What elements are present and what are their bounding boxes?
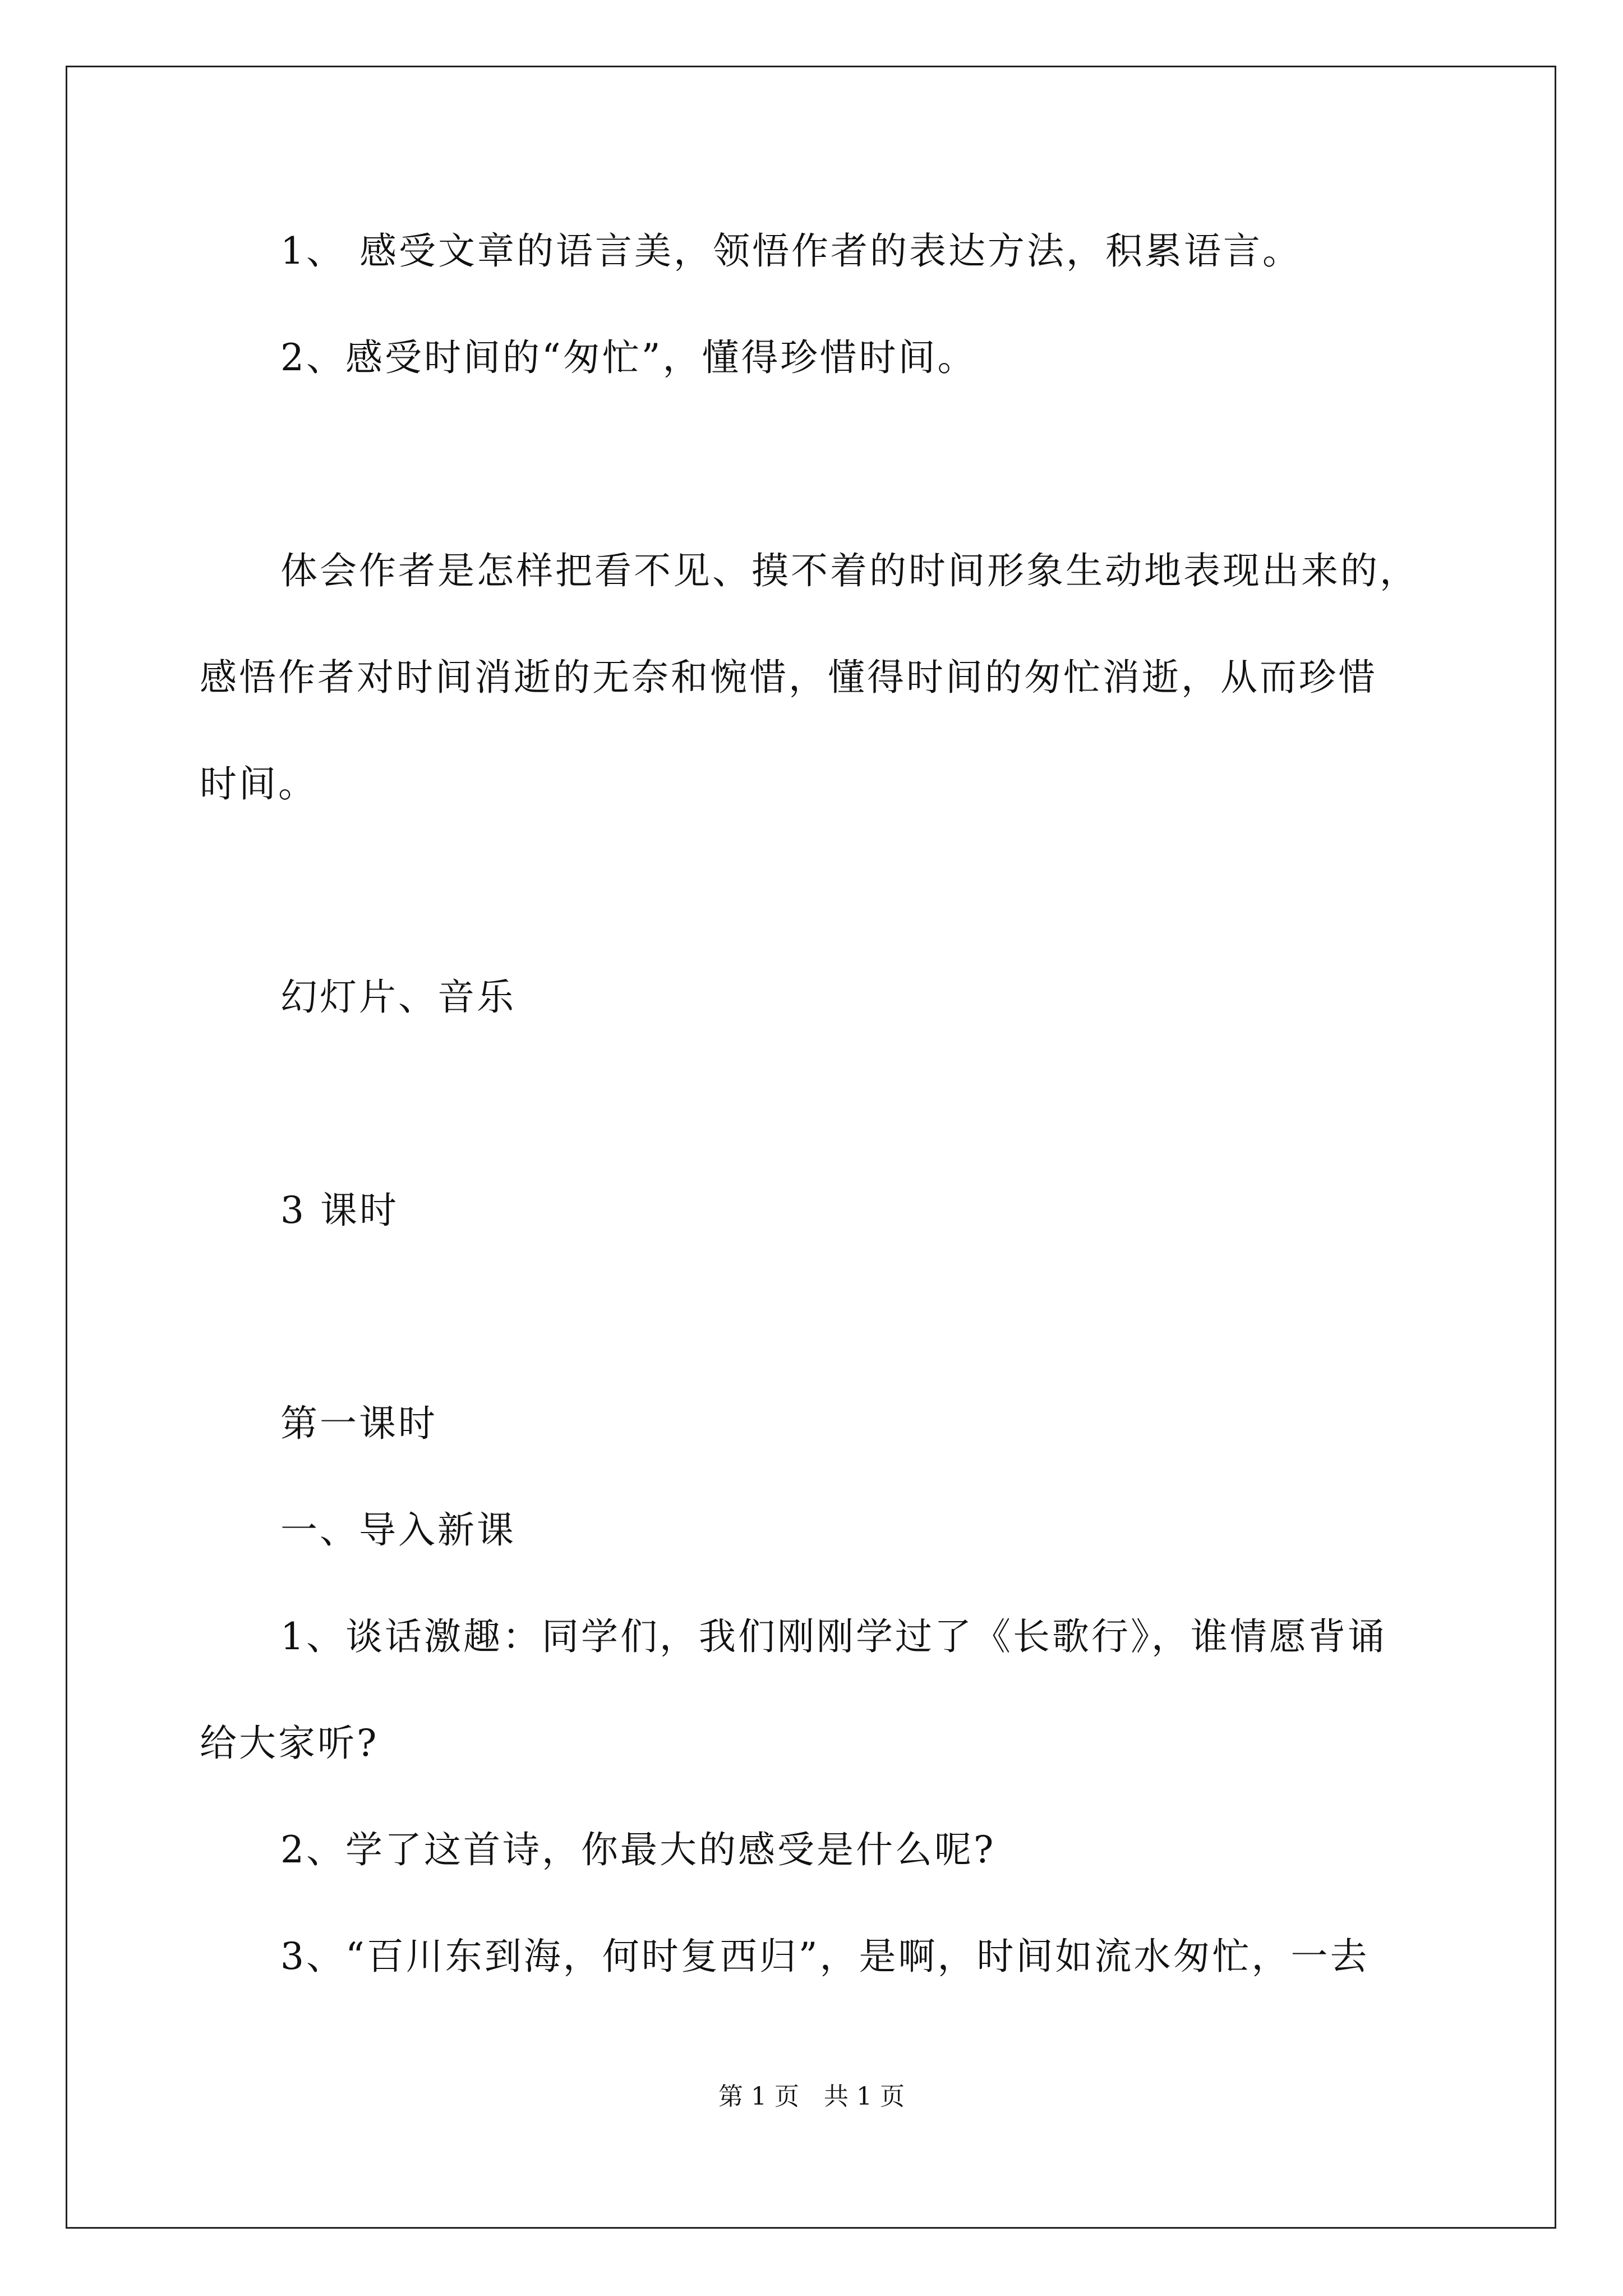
key-point-line-3: 时间。 [200, 762, 317, 806]
step-1-line-2: 给大家听? [200, 1722, 379, 1765]
step-3-text: 3、“百川东到海，何时复西归”，是啊，时间如流水匆忙，一去 [280, 1935, 1370, 1978]
objective-2-text: 2、感受时间的“匆忙”，懂得珍惜时间。 [280, 336, 977, 379]
step-2-text: 2、学了这首诗，你最大的感受是什么呢? [280, 1828, 996, 1871]
page-border [66, 66, 1556, 2229]
materials-text: 幻灯片、音乐 [280, 976, 516, 1019]
step-1-line-1: 1、谈话激趣：同学们，我们刚刚学过了《长歌行》，谁情愿背诵 [280, 1615, 1387, 1658]
section-heading: 一、导入新课 [280, 1508, 516, 1552]
key-point-line-2: 感悟作者对时间消逝的无奈和惋惜，懂得时间的匆忙消逝，从而珍惜 [200, 656, 1377, 699]
key-point-line-1: 体会作者是怎样把看不见、摸不着的时间形象生动地表现出来的， [280, 549, 1419, 592]
duration-text: 3 课时 [280, 1189, 399, 1232]
objective-1-text: 1、 感受文章的语言美，领悟作者的表达方法，积累语言。 [280, 229, 1302, 273]
lesson-heading: 第一课时 [280, 1402, 437, 1445]
page-footer: 第 1 页 共 1 页 [718, 2082, 905, 2111]
